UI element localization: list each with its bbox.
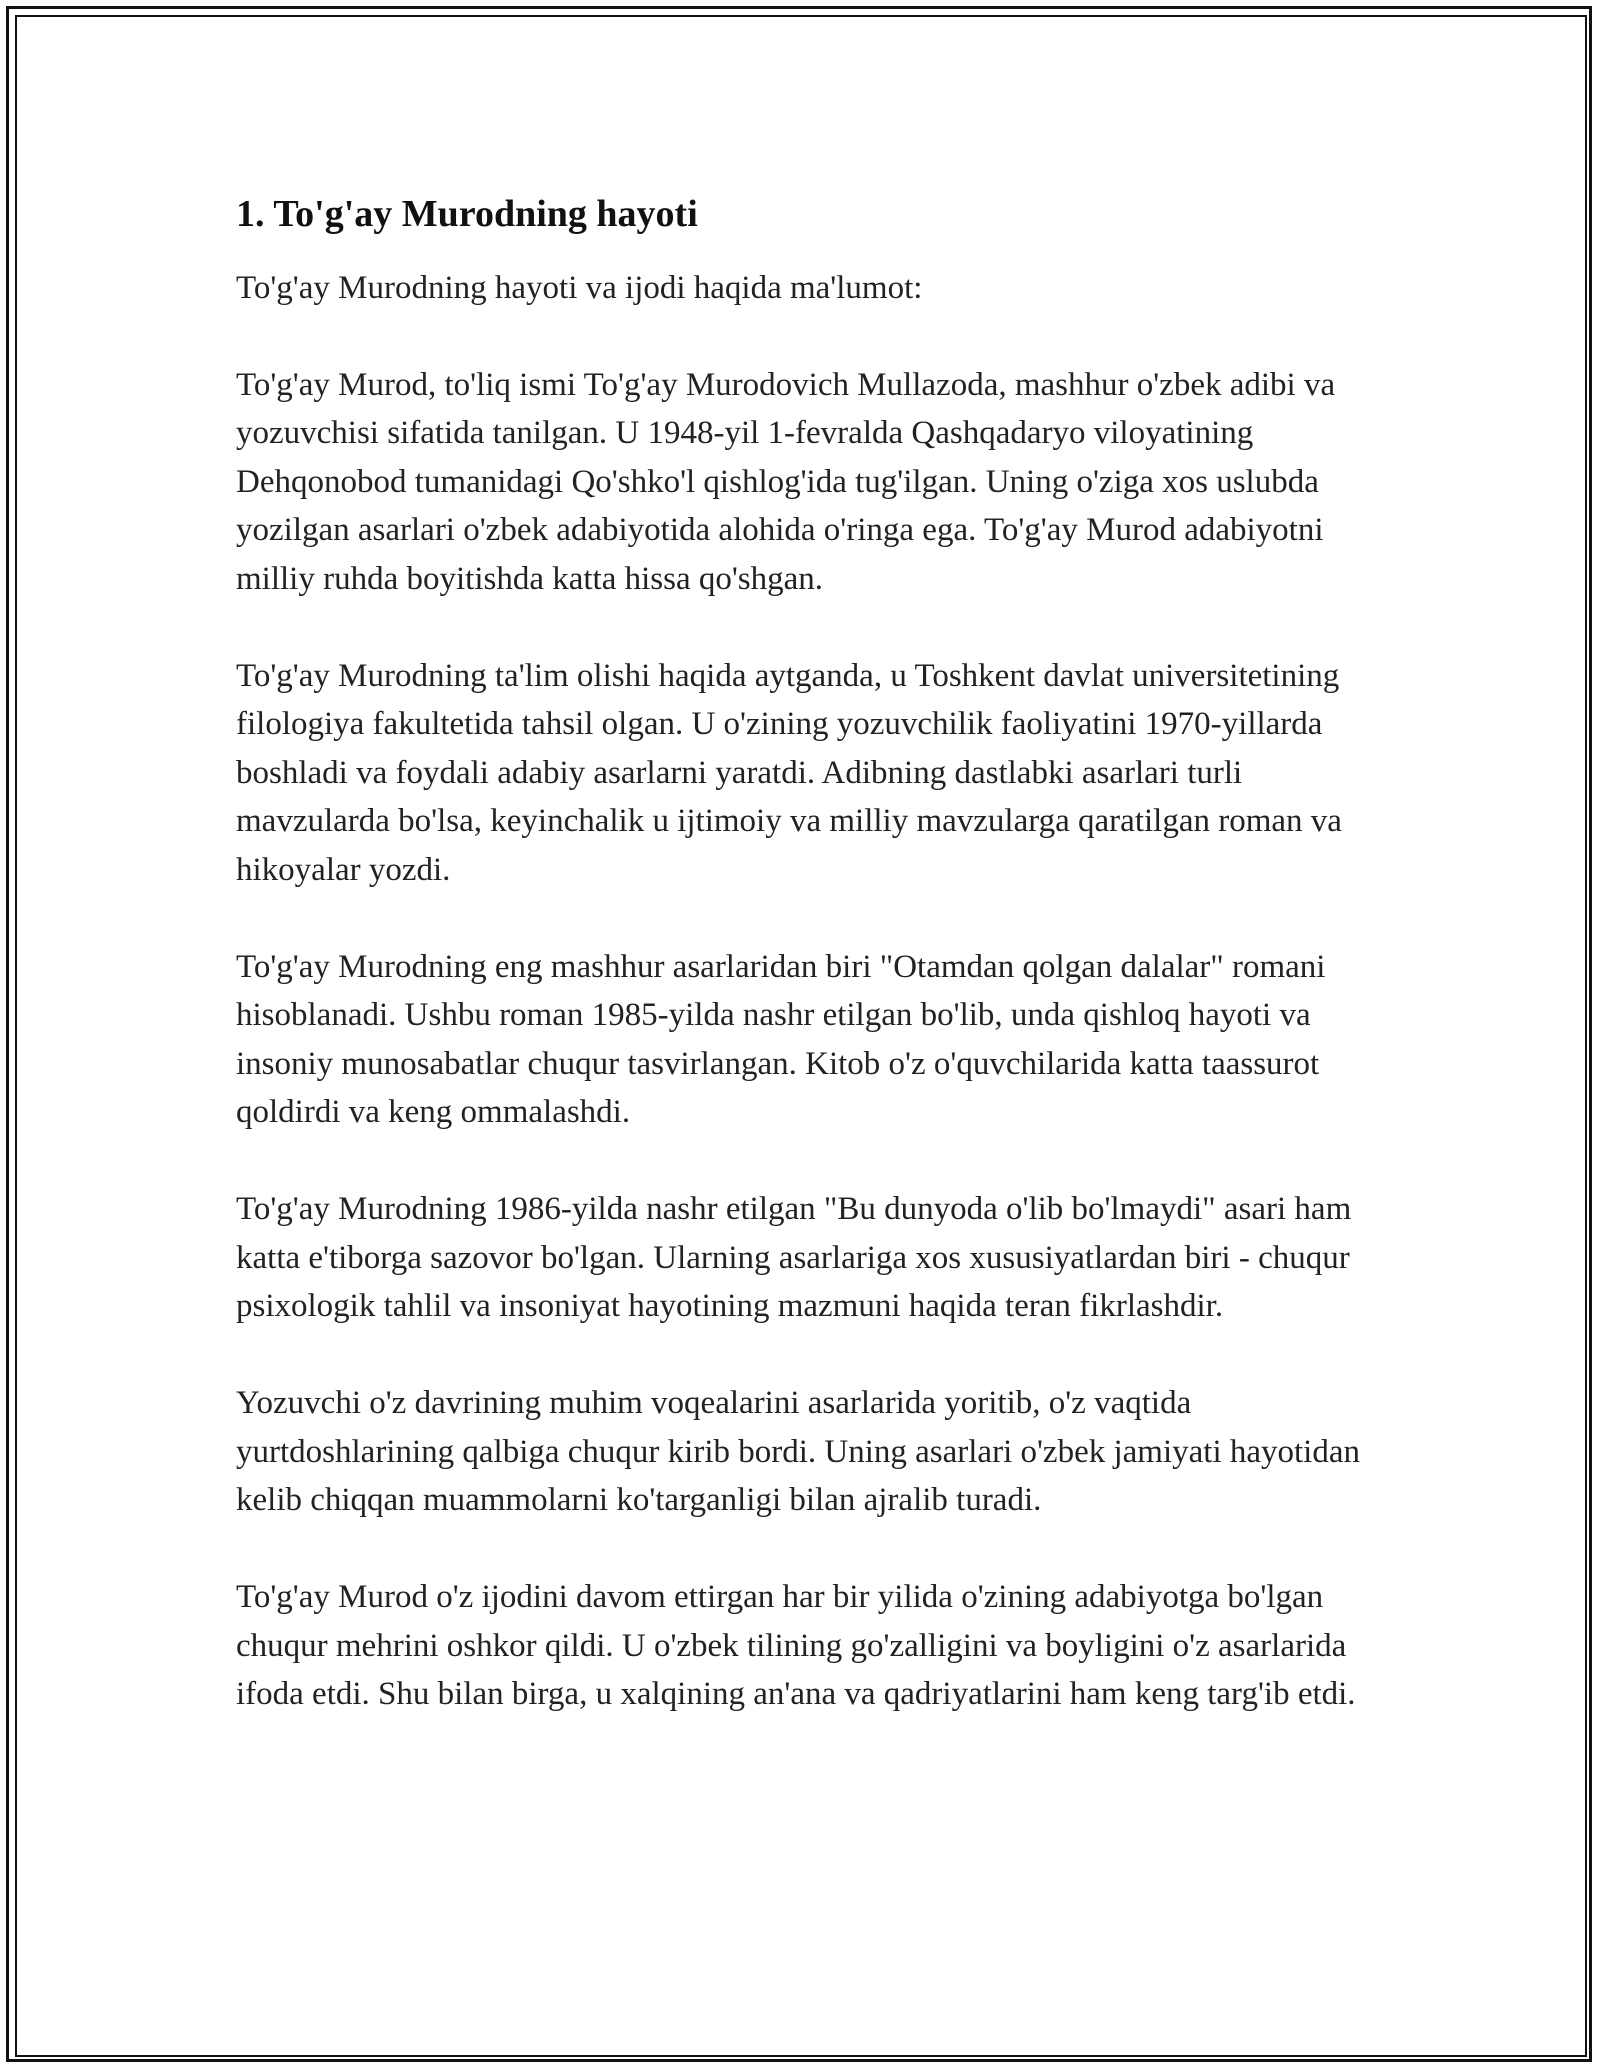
paragraph-1986-work: To'g'ay Murodning 1986-yilda nashr etilgan "Bu dunyoda o'lib bo'lmaydi" asari ham katta e'tiborga sazovor bo'lgan. Ularning asarlariga xos xususiyatlardan biri - chuqur psixologik tahlil va insoniyat hayotining mazmuni haqida teran fikrlashdir.	[236, 1191, 1352, 1324]
paragraph-famous-novel: To'g'ay Murodning eng mashhur asarlaridan biri "Otamdan qolgan dalalar" romani hisoblanadi. Ushbu roman 1985-yilda nashr etilgan bo'lib, unda qishloq hayoti va insoniy munosabatlar chuqur tasvirlangan. Kitob o'z o'quvchilarida katta taassurot qoldirdi va keng ommalashdi.	[236, 948, 1326, 1130]
section-heading: 1. To'g'ay Murodning hayoti	[236, 193, 698, 235]
document-body	[236, 190, 1376, 1767]
paragraph-legacy: To'g'ay Murod o'z ijodini davom ettirgan har bir yilida o'zining adabiyotga bo'lgan chuqur mehrini oshkor qildi. U o'zbek tilining go'zalligini va boyligini o'z asarlarida ifoda etdi. Shu bilan birga, u xalqining an'ana va qadriyatlarini ham keng targ'ib etdi.	[236, 1579, 1356, 1712]
paragraph-birth: To'g'ay Murod, to'liq ismi To'g'ay Murodovich Mullazoda, mashhur o'zbek adibi va yozuvchisi sifatida tanilgan. U 1948-yil 1-fevralda Qashqadaryo viloyatining Dehqonobod tumanidagi Qo'shko'l qishlog'ida tug'ilgan. Uning o'ziga xos uslubda yozilgan asarlari o'zbek adabiyotida alohida o'ringa ega. To'g'ay Murod adabiyotni milliy ruhda boyitishda katta hissa qo'shgan.	[236, 366, 1336, 597]
paragraph-education: To'g'ay Murodning ta'lim olishi haqida aytganda, u Toshkent davlat universitetining filologiya fakultetida tahsil olgan. U o'zining yozuvchilik faoliyatini 1970-yillarda boshladi va foydali adabiy asarlarni yaratdi. Adibning dastlabki asarlari turli mavzularda bo'lsa, keyinchalik u ijtimoiy va milliy mavzularga qaratilgan roman va hikoyalar yozdi.	[236, 657, 1342, 888]
intro-line: To'g'ay Murodning hayoti va ijodi haqida ma'lumot:	[236, 270, 923, 306]
paragraph-era-events: Yozuvchi o'z davrining muhim voqealarini asarlarida yoritib, o'z vaqtida yurtdoshlarining qalbiga chuqur kirib bordi. Uning asarlari o'zbek jamiyati hayotidan kelib chiqqan muammolarni ko'targanligi bilan ajralib turadi.	[236, 1385, 1360, 1518]
